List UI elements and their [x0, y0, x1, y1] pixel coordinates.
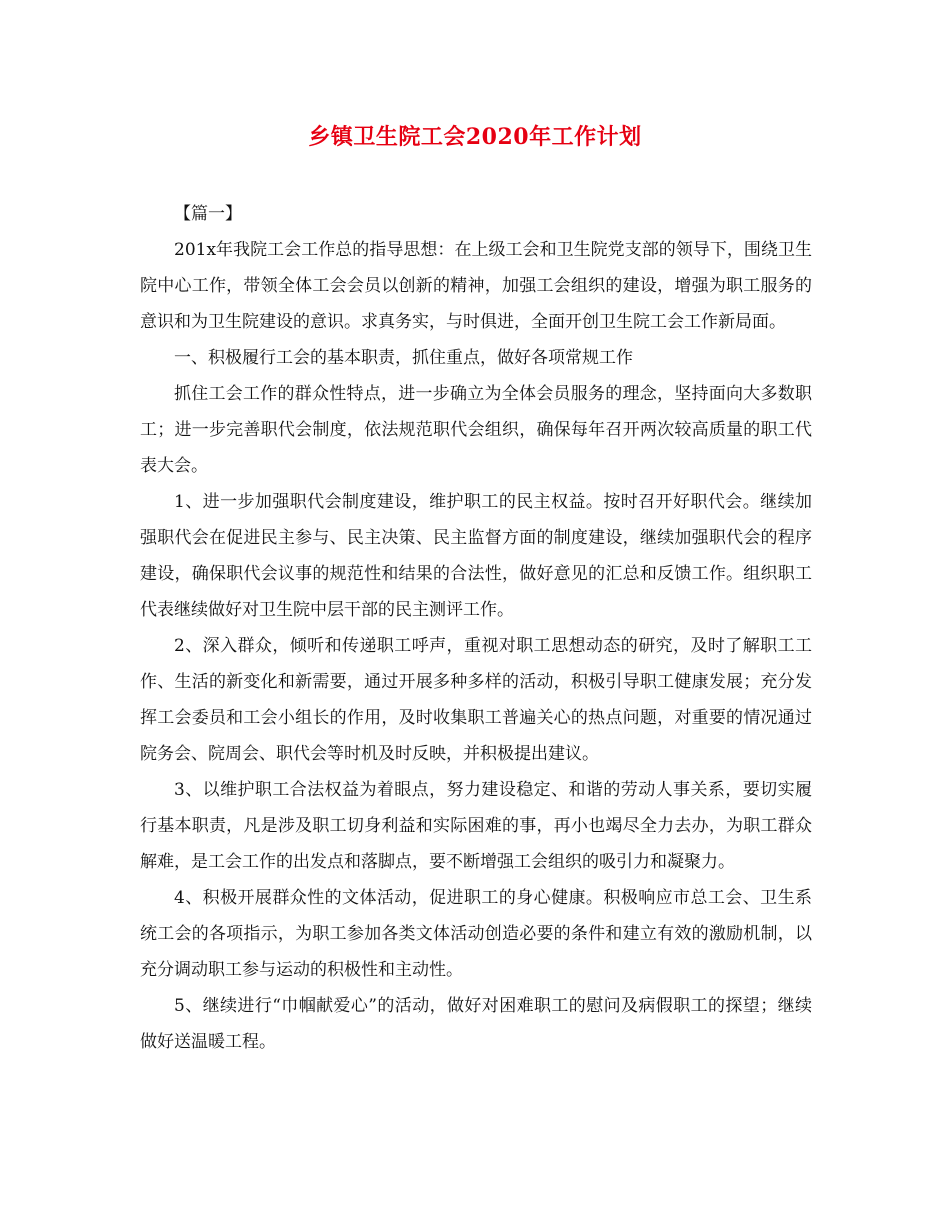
paragraph-item-2: 2、深入群众，倾听和传递职工呼声，重视对职工思想动态的研究，及时了解职工工作、生活的新变化和新需要，通过开展多种多样的活动，积极引导职工健康发展；充分发挥工会委员和工会小组长的作用，及时收集职工普遍关心的热点问题，对重要的情况通过院务会、院周会、职代会等时机及时反映，并积极提出建议。 — [140, 636, 812, 764]
heading-section-1: 一、积极履行工会的基本职责，抓住重点，做好各项常规工作 — [174, 348, 633, 368]
paragraph-overview: 抓住工会工作的群众性特点，进一步确立为全体会员服务的理念，坚持面向大多数职工；进一步完善职代会制度，依法规范职代会组织，确保每年召开两次较高质量的职工代表大会。 — [140, 384, 812, 476]
paragraph-item-5: 5、继续进行“巾帼献爱心”的活动，做好对困难职工的慰问及病假职工的探望；继续做好送温暖工程。 — [140, 996, 812, 1052]
paragraph-item-4: 4、积极开展群众性的文体活动，促进职工的身心健康。积极响应市总工会、卫生系统工会的各项指示，为职工参加各类文体活动创造必要的条件和建立有效的激励机制，以充分调动职工参与运动的积极性和主动性。 — [140, 888, 812, 980]
paragraph-intro: 201x年我院工会工作总的指导思想：在上级工会和卫生院党支部的领导下，围绕卫生院中心工作，带领全体工会会员以创新的精神，加强工会组织的建设，增强为职工服务的意识和为卫生院建设的意识。求真务实，与时俱进，全面开创卫生院工会工作新局面。 — [140, 240, 812, 332]
document-title: 乡镇卫生院工会2020年工作计划 — [308, 124, 642, 150]
section-label: 【篇一】 — [174, 204, 242, 224]
paragraph-item-3: 3、以维护职工合法权益为着眼点，努力建设稳定、和谐的劳动人事关系，要切实履行基本职责，凡是涉及职工切身利益和实际困难的事，再小也竭尽全力去办，为职工群众解难，是工会工作的出发点和落脚点，要不断增强工会组织的吸引力和凝聚力。 — [140, 780, 812, 872]
paragraph-item-1: 1、进一步加强职代会制度建设，维护职工的民主权益。按时召开好职代会。继续加强职代会在促进民主参与、民主决策、民主监督方面的制度建设，继续加强职代会的程序建设，确保职代会议事的规范性和结果的合法性，做好意见的汇总和反馈工作。组织职工代表继续做好对卫生院中层干部的民主测评工作。 — [140, 492, 812, 620]
document-body — [140, 196, 812, 1060]
